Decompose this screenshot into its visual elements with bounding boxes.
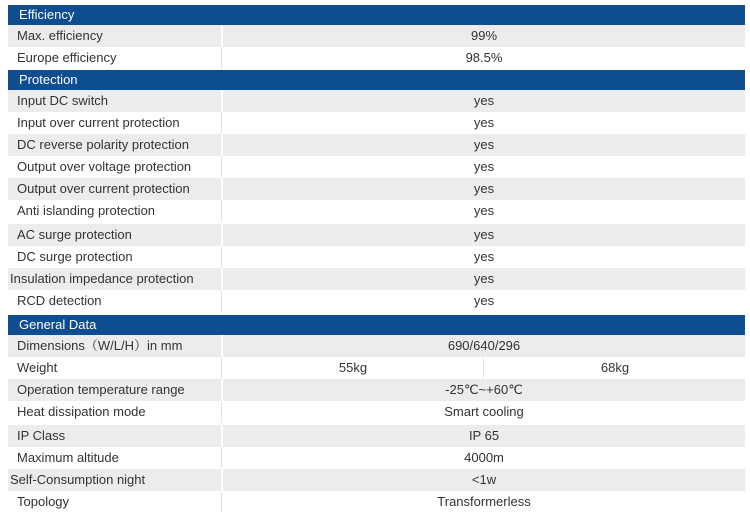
row-label: Output over voltage protection [17, 159, 192, 174]
table-row [8, 200, 745, 222]
row-label: Maximum altitude [17, 450, 119, 465]
column-divider [221, 156, 222, 178]
row-value: yes [473, 293, 495, 308]
row-label: Input DC switch [17, 93, 109, 108]
row-label: Self-Consumption night [10, 472, 146, 487]
table-row [8, 90, 745, 112]
row-label: DC reverse polarity protection [17, 137, 189, 152]
row-label: Weight [17, 360, 58, 375]
table-row [8, 447, 745, 469]
row-value: 99% [470, 28, 498, 43]
table-row [8, 379, 745, 401]
row-label: AC surge protection [17, 227, 132, 242]
table-row [8, 178, 745, 200]
row-value: yes [473, 93, 495, 108]
row-label: Output over current protection [17, 181, 190, 196]
column-divider [221, 200, 222, 222]
table-row [8, 47, 745, 69]
row-value-right: 68kg [600, 360, 630, 375]
table-row [8, 134, 745, 156]
row-value: yes [473, 159, 495, 174]
row-value: yes [473, 137, 495, 152]
row-value: yes [473, 115, 495, 130]
section-title: Protection [19, 72, 78, 87]
table-row [8, 290, 745, 312]
row-value: 4000m [464, 450, 504, 465]
section-header-efficiency [8, 5, 745, 25]
table-row [8, 268, 745, 290]
column-divider [221, 246, 222, 268]
row-value-left: 55kg [338, 360, 368, 375]
row-value: yes [473, 227, 495, 242]
column-divider [221, 357, 222, 379]
row-label: Operation temperature range [17, 382, 185, 397]
column-divider [221, 491, 222, 513]
table-row [8, 25, 745, 47]
row-value: Transformerless [437, 494, 531, 509]
table-row [8, 224, 745, 246]
section-header-general-data [8, 315, 745, 335]
row-value: yes [473, 203, 495, 218]
row-value: -25℃~+60℃ [445, 382, 523, 397]
table-row [8, 491, 745, 513]
row-label: Topology [17, 494, 70, 509]
table-row [8, 425, 745, 447]
section-header-protection [8, 70, 745, 90]
section-title: Efficiency [19, 7, 75, 22]
row-label: Input over current protection [17, 115, 180, 130]
row-value: IP 65 [468, 428, 500, 443]
row-value: 690/640/296 [447, 338, 521, 353]
row-label: RCD detection [17, 293, 102, 308]
column-divider [221, 47, 222, 69]
row-label: IP Class [17, 428, 66, 443]
row-label: Anti islanding protection [17, 203, 156, 218]
column-divider [221, 290, 222, 312]
row-label: Insulation impedance protection [10, 271, 194, 286]
row-label: Max. efficiency [17, 28, 103, 43]
section-title: General Data [19, 317, 97, 332]
column-divider [221, 401, 222, 423]
row-value: yes [473, 271, 495, 286]
table-row [8, 112, 745, 134]
row-value: <1w [471, 472, 497, 487]
table-row [8, 401, 745, 423]
row-value: yes [473, 249, 495, 264]
column-divider [221, 112, 222, 134]
table-row [8, 156, 745, 178]
row-label: Heat dissipation mode [17, 404, 146, 419]
table-row [8, 469, 745, 491]
row-label: Dimensions（W/L/H）in mm [17, 338, 183, 353]
row-label: DC surge protection [17, 249, 133, 264]
row-value: Smart cooling [444, 404, 524, 419]
table-row [8, 246, 745, 268]
row-value: 98.5% [465, 50, 503, 65]
column-divider [221, 447, 222, 469]
table-row [8, 335, 745, 357]
row-label: Europe efficiency [17, 50, 117, 65]
column-divider [483, 357, 484, 379]
table-row [8, 357, 745, 379]
row-value: yes [473, 181, 495, 196]
